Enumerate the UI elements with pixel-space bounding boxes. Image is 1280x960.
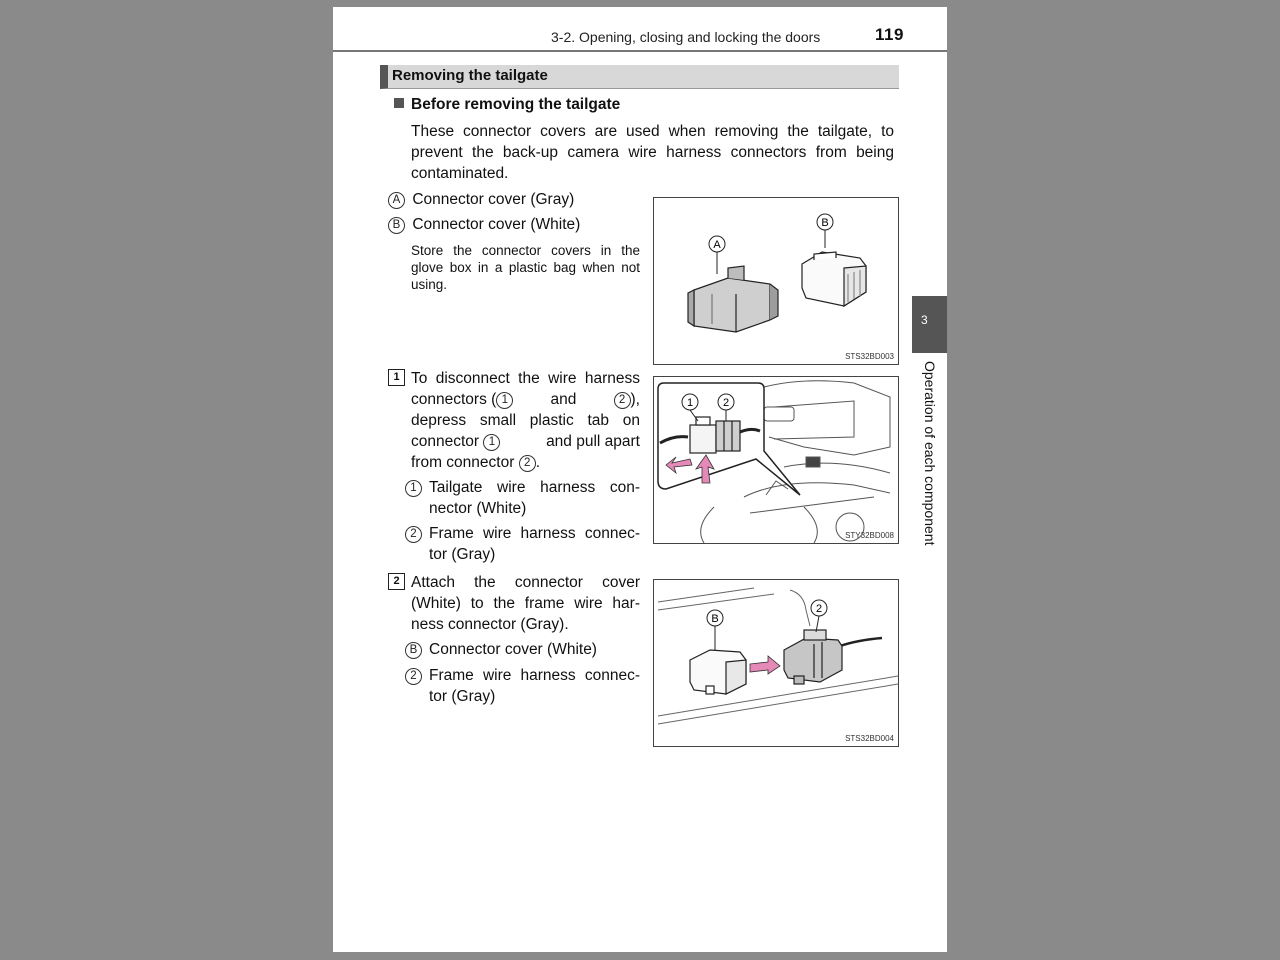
cover-item-a bbox=[388, 189, 574, 210]
marker-1-icon: 1 bbox=[483, 434, 500, 451]
marker-a-icon: A bbox=[388, 192, 405, 209]
step-line: from connector 2 . bbox=[411, 454, 541, 471]
note-line: Store the connector covers in the bbox=[411, 243, 640, 258]
step-2-item-b bbox=[405, 639, 422, 660]
note-line: glove box in a plastic bag when not bbox=[411, 260, 640, 275]
marker-2-icon: 2 bbox=[405, 668, 422, 685]
chapter-title: Operation of each component bbox=[922, 361, 938, 546]
marker-2-icon: 2 bbox=[614, 392, 631, 409]
step-2-item-2 bbox=[405, 665, 422, 686]
step-2-item-2-text: Frame wire harness connec- tor (Gray) bbox=[429, 667, 640, 705]
cover-item-b bbox=[388, 214, 580, 235]
marker-b-icon: B bbox=[388, 217, 405, 234]
figure-label: 2 bbox=[815, 603, 823, 615]
step-line: Attach the connector cover bbox=[411, 574, 640, 591]
step-1-item-2 bbox=[405, 523, 422, 544]
intro-line: contaminated. bbox=[411, 165, 509, 182]
step-1-text bbox=[411, 368, 640, 473]
step-2-text bbox=[411, 572, 640, 635]
cover-item-text: Connector cover (White) bbox=[412, 216, 581, 233]
step-line: (White) to the frame wire har- bbox=[411, 595, 640, 612]
running-header-title: 3-2. Opening, closing and locking the doors bbox=[551, 29, 821, 45]
intro-line: These connector covers are used when removing the tailgate, to bbox=[411, 123, 894, 140]
intro-line: prevent the back-up camera wire harness connectors from being bbox=[411, 144, 894, 161]
marker-2-icon: 2 bbox=[519, 455, 536, 472]
marker-2-icon: 2 bbox=[405, 526, 422, 543]
step-1-number: 1 bbox=[388, 369, 405, 386]
chapter-tab bbox=[912, 296, 947, 353]
note-line: using. bbox=[411, 277, 448, 292]
cover-item-text: Connector cover (Gray) bbox=[412, 191, 575, 208]
step-line: ness connector (Gray). bbox=[411, 616, 569, 633]
figure-label: A bbox=[713, 239, 721, 251]
section-title: Removing the tailgate bbox=[392, 67, 548, 84]
header-divider bbox=[333, 50, 947, 52]
step-1-item-1-text: Tailgate wire harness con- nector (White) bbox=[429, 479, 640, 517]
step-2-number: 2 bbox=[388, 573, 405, 590]
square-bullet-icon bbox=[394, 98, 404, 108]
figure-code: STY32BD008 bbox=[845, 531, 894, 540]
subheading-text: Before removing the tailgate bbox=[411, 96, 621, 113]
figure-label: 1 bbox=[686, 397, 694, 409]
marker-1-icon: 1 bbox=[496, 392, 513, 409]
step-1-item-1 bbox=[405, 477, 422, 498]
manual-page bbox=[333, 7, 947, 952]
figure-connector-covers bbox=[653, 197, 899, 365]
marker-1-icon: 1 bbox=[405, 480, 422, 497]
figure-label: B bbox=[821, 217, 829, 229]
figure-disconnect-connectors bbox=[653, 376, 899, 544]
storage-note bbox=[411, 242, 640, 293]
chapter-number: 3 bbox=[921, 313, 928, 327]
figure-code: STS32BD004 bbox=[845, 734, 894, 743]
step-2-item-b-text: Connector cover (White) bbox=[429, 641, 597, 658]
section-title-bar bbox=[380, 65, 899, 89]
marker-b-icon: B bbox=[405, 642, 422, 659]
page-number: 119 bbox=[875, 25, 904, 44]
figure-code: STS32BD003 bbox=[845, 352, 894, 361]
step-line: To disconnect the wire harness bbox=[411, 370, 640, 387]
connector-covers-illustration bbox=[654, 198, 898, 364]
figure-attach-cover bbox=[653, 579, 899, 747]
intro-paragraph bbox=[411, 121, 894, 184]
step-line: connectors ( 1 and 2 ), bbox=[411, 391, 640, 408]
subheading bbox=[394, 96, 620, 114]
disconnect-illustration bbox=[654, 377, 898, 543]
step-line: connector 1 and pull apart bbox=[411, 433, 640, 450]
figure-label: 2 bbox=[722, 397, 730, 409]
step-1-item-2-text: Frame wire harness connec- tor (Gray) bbox=[429, 525, 640, 563]
figure-label: B bbox=[711, 613, 719, 625]
attach-cover-illustration bbox=[654, 580, 898, 746]
step-line: depress small plastic tab on bbox=[411, 412, 640, 429]
